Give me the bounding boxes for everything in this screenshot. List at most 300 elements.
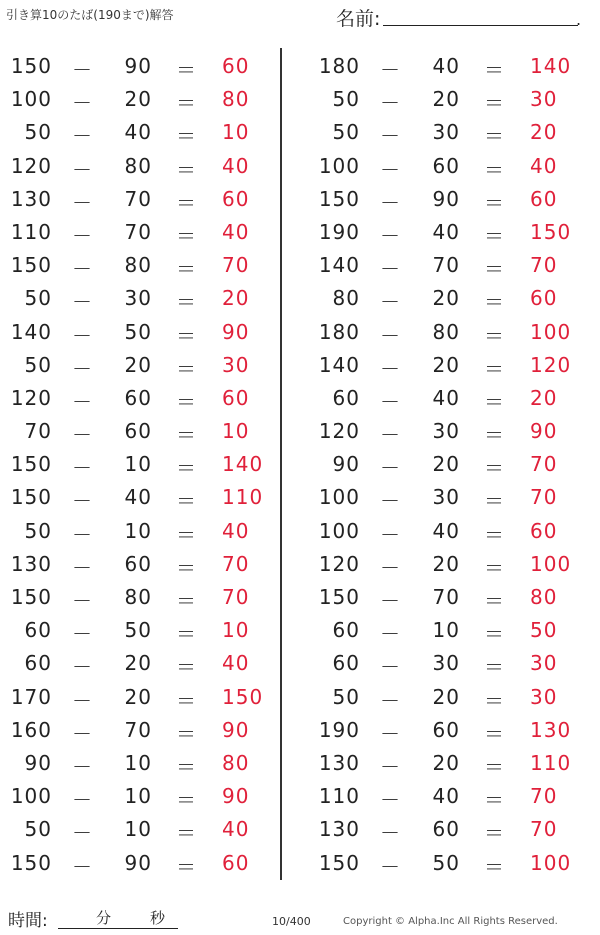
equals-sign: ＝ <box>484 655 505 680</box>
answer: 100 <box>530 319 572 344</box>
problem-row <box>312 247 582 280</box>
equals-sign: ＝ <box>176 157 197 182</box>
problem-row <box>4 446 274 479</box>
problem-row <box>4 712 274 745</box>
minuend: 150 <box>10 485 52 510</box>
problem-row <box>4 81 274 114</box>
problem-row <box>4 612 274 645</box>
answer: 70 <box>530 817 558 842</box>
problem-row <box>4 380 274 413</box>
subtrahend: 20 <box>124 684 152 709</box>
equals-sign: ＝ <box>176 91 197 116</box>
problem-row <box>312 778 582 811</box>
problem-row <box>312 81 582 114</box>
problem-row <box>4 811 274 844</box>
equals-sign: ＝ <box>484 290 505 315</box>
answer: 100 <box>530 850 572 875</box>
answer: 20 <box>530 120 558 145</box>
problem-row <box>4 280 274 313</box>
minuend: 50 <box>332 87 360 112</box>
minuend: 100 <box>10 784 52 809</box>
minuend: 50 <box>24 518 52 543</box>
subtrahend: 20 <box>432 352 460 377</box>
minuend: 50 <box>24 286 52 311</box>
minus-sign: － <box>380 622 401 647</box>
problem-row <box>4 413 274 446</box>
subtrahend: 20 <box>432 452 460 477</box>
subtrahend: 90 <box>124 850 152 875</box>
minus-sign: － <box>72 290 93 315</box>
equals-sign: ＝ <box>176 223 197 248</box>
minus-sign: － <box>72 821 93 846</box>
subtrahend: 30 <box>432 120 460 145</box>
problem-row <box>4 181 274 214</box>
minus-sign: － <box>72 688 93 713</box>
subtrahend: 50 <box>432 850 460 875</box>
minuend: 100 <box>318 518 360 543</box>
problem-row <box>4 745 274 778</box>
equals-sign: ＝ <box>484 124 505 149</box>
equals-sign: ＝ <box>176 721 197 746</box>
subtrahend: 90 <box>432 186 460 211</box>
problem-row <box>312 579 582 612</box>
minuend: 150 <box>318 850 360 875</box>
problem-row <box>4 845 274 878</box>
subtrahend: 80 <box>124 585 152 609</box>
minus-sign: － <box>72 58 93 82</box>
minus-sign: － <box>380 788 401 813</box>
minus-sign: － <box>380 290 401 315</box>
problem-row <box>4 513 274 546</box>
equals-sign: ＝ <box>484 91 505 116</box>
equals-sign: ＝ <box>176 389 197 414</box>
problem-row <box>4 679 274 712</box>
answer: 70 <box>222 551 250 576</box>
answer: 20 <box>222 286 250 311</box>
minus-sign: － <box>72 721 93 746</box>
copyright-notice: Copyright © Alpha.Inc All Rights Reserved. <box>343 916 558 927</box>
answer: 40 <box>222 518 250 543</box>
problem-row <box>312 845 582 878</box>
minus-sign: － <box>380 223 401 248</box>
minuend: 100 <box>318 485 360 510</box>
minus-sign: － <box>380 522 401 547</box>
subtrahend: 70 <box>124 186 152 211</box>
minuend: 100 <box>10 87 52 112</box>
answer: 40 <box>222 153 250 178</box>
minuend: 70 <box>24 419 52 444</box>
answer: 30 <box>530 87 558 112</box>
problem-row <box>312 612 582 645</box>
problem-row <box>312 280 582 313</box>
subtrahend: 80 <box>124 153 152 178</box>
equals-sign: ＝ <box>176 124 197 149</box>
equals-sign: ＝ <box>484 854 505 879</box>
answer: 40 <box>222 219 250 244</box>
subtrahend: 40 <box>432 518 460 543</box>
seconds-label: 秒 <box>150 909 166 927</box>
minuend: 180 <box>318 319 360 344</box>
problem-row <box>312 446 582 479</box>
answer: 70 <box>530 784 558 809</box>
minus-sign: － <box>72 854 93 879</box>
minuend: 170 <box>10 684 52 709</box>
minus-sign: － <box>72 489 93 514</box>
minuend: 140 <box>10 319 52 344</box>
name-underline <box>383 25 578 26</box>
answer: 140 <box>530 54 572 78</box>
equals-sign: ＝ <box>484 157 505 182</box>
left-problem-column <box>4 48 274 878</box>
minuend: 190 <box>318 717 360 742</box>
minuend: 140 <box>318 253 360 278</box>
subtrahend: 60 <box>124 419 152 444</box>
minus-sign: － <box>72 788 93 813</box>
name-end-dot: . <box>576 10 582 29</box>
equals-sign: ＝ <box>176 854 197 879</box>
subtrahend: 60 <box>124 385 152 410</box>
answer: 70 <box>530 485 558 510</box>
subtrahend: 20 <box>124 87 152 112</box>
minuend: 50 <box>24 120 52 145</box>
subtrahend: 10 <box>124 750 152 775</box>
minuend: 60 <box>332 618 360 643</box>
problem-row <box>312 811 582 844</box>
subtrahend: 10 <box>124 817 152 842</box>
equals-sign: ＝ <box>176 58 197 82</box>
equals-sign: ＝ <box>176 754 197 779</box>
answer: 80 <box>530 585 558 609</box>
answer: 120 <box>530 352 572 377</box>
answer: 140 <box>222 452 264 477</box>
minus-sign: － <box>72 589 93 613</box>
equals-sign: ＝ <box>176 622 197 647</box>
minus-sign: － <box>72 323 93 348</box>
minus-sign: － <box>380 589 401 613</box>
minuend: 130 <box>318 817 360 842</box>
equals-sign: ＝ <box>176 290 197 315</box>
subtrahend: 70 <box>432 253 460 278</box>
minuend: 60 <box>332 385 360 410</box>
minuend: 60 <box>24 651 52 676</box>
minus-sign: － <box>380 157 401 182</box>
minus-sign: － <box>380 688 401 713</box>
subtrahend: 10 <box>432 618 460 643</box>
answer: 10 <box>222 120 250 145</box>
equals-sign: ＝ <box>484 754 505 779</box>
minus-sign: － <box>380 58 401 82</box>
minus-sign: － <box>380 91 401 116</box>
equals-sign: ＝ <box>484 190 505 215</box>
minuend: 150 <box>10 850 52 875</box>
minuend: 190 <box>318 219 360 244</box>
subtrahend: 10 <box>124 452 152 477</box>
minuend: 160 <box>10 717 52 742</box>
subtrahend: 40 <box>432 385 460 410</box>
page-number: 10/400 <box>272 915 311 928</box>
answer: 60 <box>530 186 558 211</box>
equals-sign: ＝ <box>484 688 505 713</box>
minutes-label: 分 <box>96 909 112 927</box>
minus-sign: － <box>380 323 401 348</box>
answer: 80 <box>222 750 250 775</box>
problem-row <box>312 745 582 778</box>
equals-sign: ＝ <box>176 423 197 448</box>
answer: 80 <box>222 87 250 112</box>
minuend: 50 <box>332 120 360 145</box>
minuend: 90 <box>24 750 52 775</box>
subtrahend: 10 <box>124 784 152 809</box>
minuend: 150 <box>10 585 52 609</box>
answer: 20 <box>530 385 558 410</box>
minuend: 90 <box>332 452 360 477</box>
problem-row <box>312 314 582 347</box>
subtrahend: 60 <box>432 817 460 842</box>
minus-sign: － <box>72 257 93 282</box>
minuend: 130 <box>10 186 52 211</box>
minus-sign: － <box>380 489 401 514</box>
subtrahend: 70 <box>124 219 152 244</box>
subtrahend: 60 <box>124 551 152 576</box>
minuend: 50 <box>332 684 360 709</box>
subtrahend: 60 <box>432 717 460 742</box>
minus-sign: － <box>380 821 401 846</box>
problem-row <box>312 645 582 678</box>
equals-sign: ＝ <box>484 423 505 448</box>
minuend: 180 <box>318 54 360 78</box>
equals-sign: ＝ <box>176 456 197 481</box>
answer: 70 <box>222 585 250 609</box>
problem-row <box>312 712 582 745</box>
subtrahend: 20 <box>432 750 460 775</box>
subtrahend: 20 <box>124 352 152 377</box>
subtrahend: 60 <box>432 153 460 178</box>
equals-sign: ＝ <box>484 555 505 580</box>
answer: 110 <box>222 485 264 510</box>
subtrahend: 20 <box>432 551 460 576</box>
subtrahend: 70 <box>124 717 152 742</box>
minuend: 60 <box>24 618 52 643</box>
minuend: 120 <box>10 385 52 410</box>
equals-sign: ＝ <box>484 788 505 813</box>
minus-sign: － <box>380 124 401 149</box>
minus-sign: － <box>72 124 93 149</box>
subtrahend: 20 <box>432 87 460 112</box>
problem-row <box>312 380 582 413</box>
minus-sign: － <box>72 356 93 381</box>
equals-sign: ＝ <box>484 456 505 481</box>
minuend: 120 <box>318 419 360 444</box>
subtrahend: 40 <box>124 120 152 145</box>
subtrahend: 20 <box>432 286 460 311</box>
answer: 90 <box>222 319 250 344</box>
answer: 60 <box>222 385 250 410</box>
equals-sign: ＝ <box>484 489 505 514</box>
minus-sign: － <box>380 555 401 580</box>
minuend: 150 <box>10 253 52 278</box>
minuend: 150 <box>318 585 360 609</box>
minus-sign: － <box>72 522 93 547</box>
minus-sign: － <box>72 423 93 448</box>
problem-row <box>312 546 582 579</box>
minus-sign: － <box>380 721 401 746</box>
minuend: 130 <box>318 750 360 775</box>
subtrahend: 20 <box>124 651 152 676</box>
subtrahend: 40 <box>432 54 460 78</box>
answer: 90 <box>530 419 558 444</box>
problem-row <box>4 114 274 147</box>
minus-sign: － <box>380 854 401 879</box>
answer: 60 <box>222 186 250 211</box>
equals-sign: ＝ <box>484 589 505 613</box>
minuend: 110 <box>10 219 52 244</box>
subtrahend: 50 <box>124 618 152 643</box>
problem-row <box>312 479 582 512</box>
minus-sign: － <box>380 456 401 481</box>
subtrahend: 40 <box>432 784 460 809</box>
subtrahend: 30 <box>124 286 152 311</box>
equals-sign: ＝ <box>484 522 505 547</box>
answer: 60 <box>530 518 558 543</box>
problem-row <box>312 513 582 546</box>
minus-sign: － <box>72 223 93 248</box>
subtrahend: 40 <box>432 219 460 244</box>
problem-row <box>4 347 274 380</box>
equals-sign: ＝ <box>176 323 197 348</box>
answer: 40 <box>222 651 250 676</box>
minuend: 130 <box>10 551 52 576</box>
equals-sign: ＝ <box>484 58 505 82</box>
time-underline <box>58 928 178 929</box>
answer: 10 <box>222 419 250 444</box>
column-divider <box>280 48 282 880</box>
minus-sign: － <box>380 190 401 215</box>
equals-sign: ＝ <box>484 389 505 414</box>
equals-sign: ＝ <box>484 223 505 248</box>
equals-sign: ＝ <box>176 522 197 547</box>
problem-row <box>312 148 582 181</box>
answer: 30 <box>222 352 250 377</box>
subtrahend: 10 <box>124 518 152 543</box>
minuend: 100 <box>318 153 360 178</box>
answer: 90 <box>222 784 250 809</box>
minus-sign: － <box>72 456 93 481</box>
problem-row <box>4 579 274 612</box>
problem-row <box>4 214 274 247</box>
equals-sign: ＝ <box>484 257 505 282</box>
minuend: 140 <box>318 352 360 377</box>
answer: 100 <box>530 551 572 576</box>
problem-row <box>4 645 274 678</box>
subtrahend: 70 <box>432 585 460 609</box>
worksheet-title: 引き算10のたば(190まで)解答 <box>6 8 174 22</box>
problem-row <box>312 48 582 81</box>
subtrahend: 50 <box>124 319 152 344</box>
minuend: 120 <box>10 153 52 178</box>
equals-sign: ＝ <box>176 555 197 580</box>
minuend: 110 <box>318 784 360 809</box>
problem-row <box>4 778 274 811</box>
answer: 60 <box>222 54 250 78</box>
answer: 10 <box>222 618 250 643</box>
problem-row <box>4 546 274 579</box>
equals-sign: ＝ <box>484 721 505 746</box>
minuend: 150 <box>10 54 52 78</box>
minus-sign: － <box>72 190 93 215</box>
right-problem-column <box>312 48 582 878</box>
minus-sign: － <box>380 389 401 414</box>
equals-sign: ＝ <box>176 788 197 813</box>
subtrahend: 30 <box>432 419 460 444</box>
minus-sign: － <box>72 655 93 680</box>
answer: 40 <box>222 817 250 842</box>
subtrahend: 40 <box>124 485 152 510</box>
equals-sign: ＝ <box>484 622 505 647</box>
time-label: 時間: <box>8 911 48 931</box>
subtrahend: 30 <box>432 651 460 676</box>
answer: 70 <box>530 253 558 278</box>
answer: 70 <box>530 452 558 477</box>
problem-row <box>4 247 274 280</box>
minus-sign: － <box>72 91 93 116</box>
equals-sign: ＝ <box>176 688 197 713</box>
equals-sign: ＝ <box>176 489 197 514</box>
equals-sign: ＝ <box>176 190 197 215</box>
minus-sign: － <box>380 356 401 381</box>
problem-row <box>312 214 582 247</box>
subtrahend: 20 <box>432 684 460 709</box>
problem-row <box>4 479 274 512</box>
problem-row <box>4 314 274 347</box>
answer: 70 <box>222 253 250 278</box>
equals-sign: ＝ <box>176 589 197 613</box>
answer: 60 <box>222 850 250 875</box>
equals-sign: ＝ <box>484 323 505 348</box>
equals-sign: ＝ <box>484 356 505 381</box>
minus-sign: － <box>72 754 93 779</box>
problem-row <box>4 48 274 81</box>
answer: 40 <box>530 153 558 178</box>
equals-sign: ＝ <box>484 821 505 846</box>
minus-sign: － <box>72 157 93 182</box>
minus-sign: － <box>380 257 401 282</box>
equals-sign: ＝ <box>176 655 197 680</box>
answer: 130 <box>530 717 572 742</box>
subtrahend: 80 <box>432 319 460 344</box>
minuend: 120 <box>318 551 360 576</box>
name-label: 名前: <box>336 8 381 30</box>
answer: 110 <box>530 750 572 775</box>
minuend: 150 <box>318 186 360 211</box>
problem-row <box>312 114 582 147</box>
equals-sign: ＝ <box>176 821 197 846</box>
answer: 90 <box>222 717 250 742</box>
answer: 150 <box>222 684 264 709</box>
minus-sign: － <box>72 622 93 647</box>
equals-sign: ＝ <box>176 356 197 381</box>
problem-row <box>4 148 274 181</box>
answer: 30 <box>530 651 558 676</box>
minus-sign: － <box>380 423 401 448</box>
answer: 60 <box>530 286 558 311</box>
subtrahend: 80 <box>124 253 152 278</box>
problem-row <box>312 413 582 446</box>
minus-sign: － <box>380 655 401 680</box>
answer: 30 <box>530 684 558 709</box>
minus-sign: － <box>380 754 401 779</box>
subtrahend: 90 <box>124 54 152 78</box>
minuend: 50 <box>24 352 52 377</box>
